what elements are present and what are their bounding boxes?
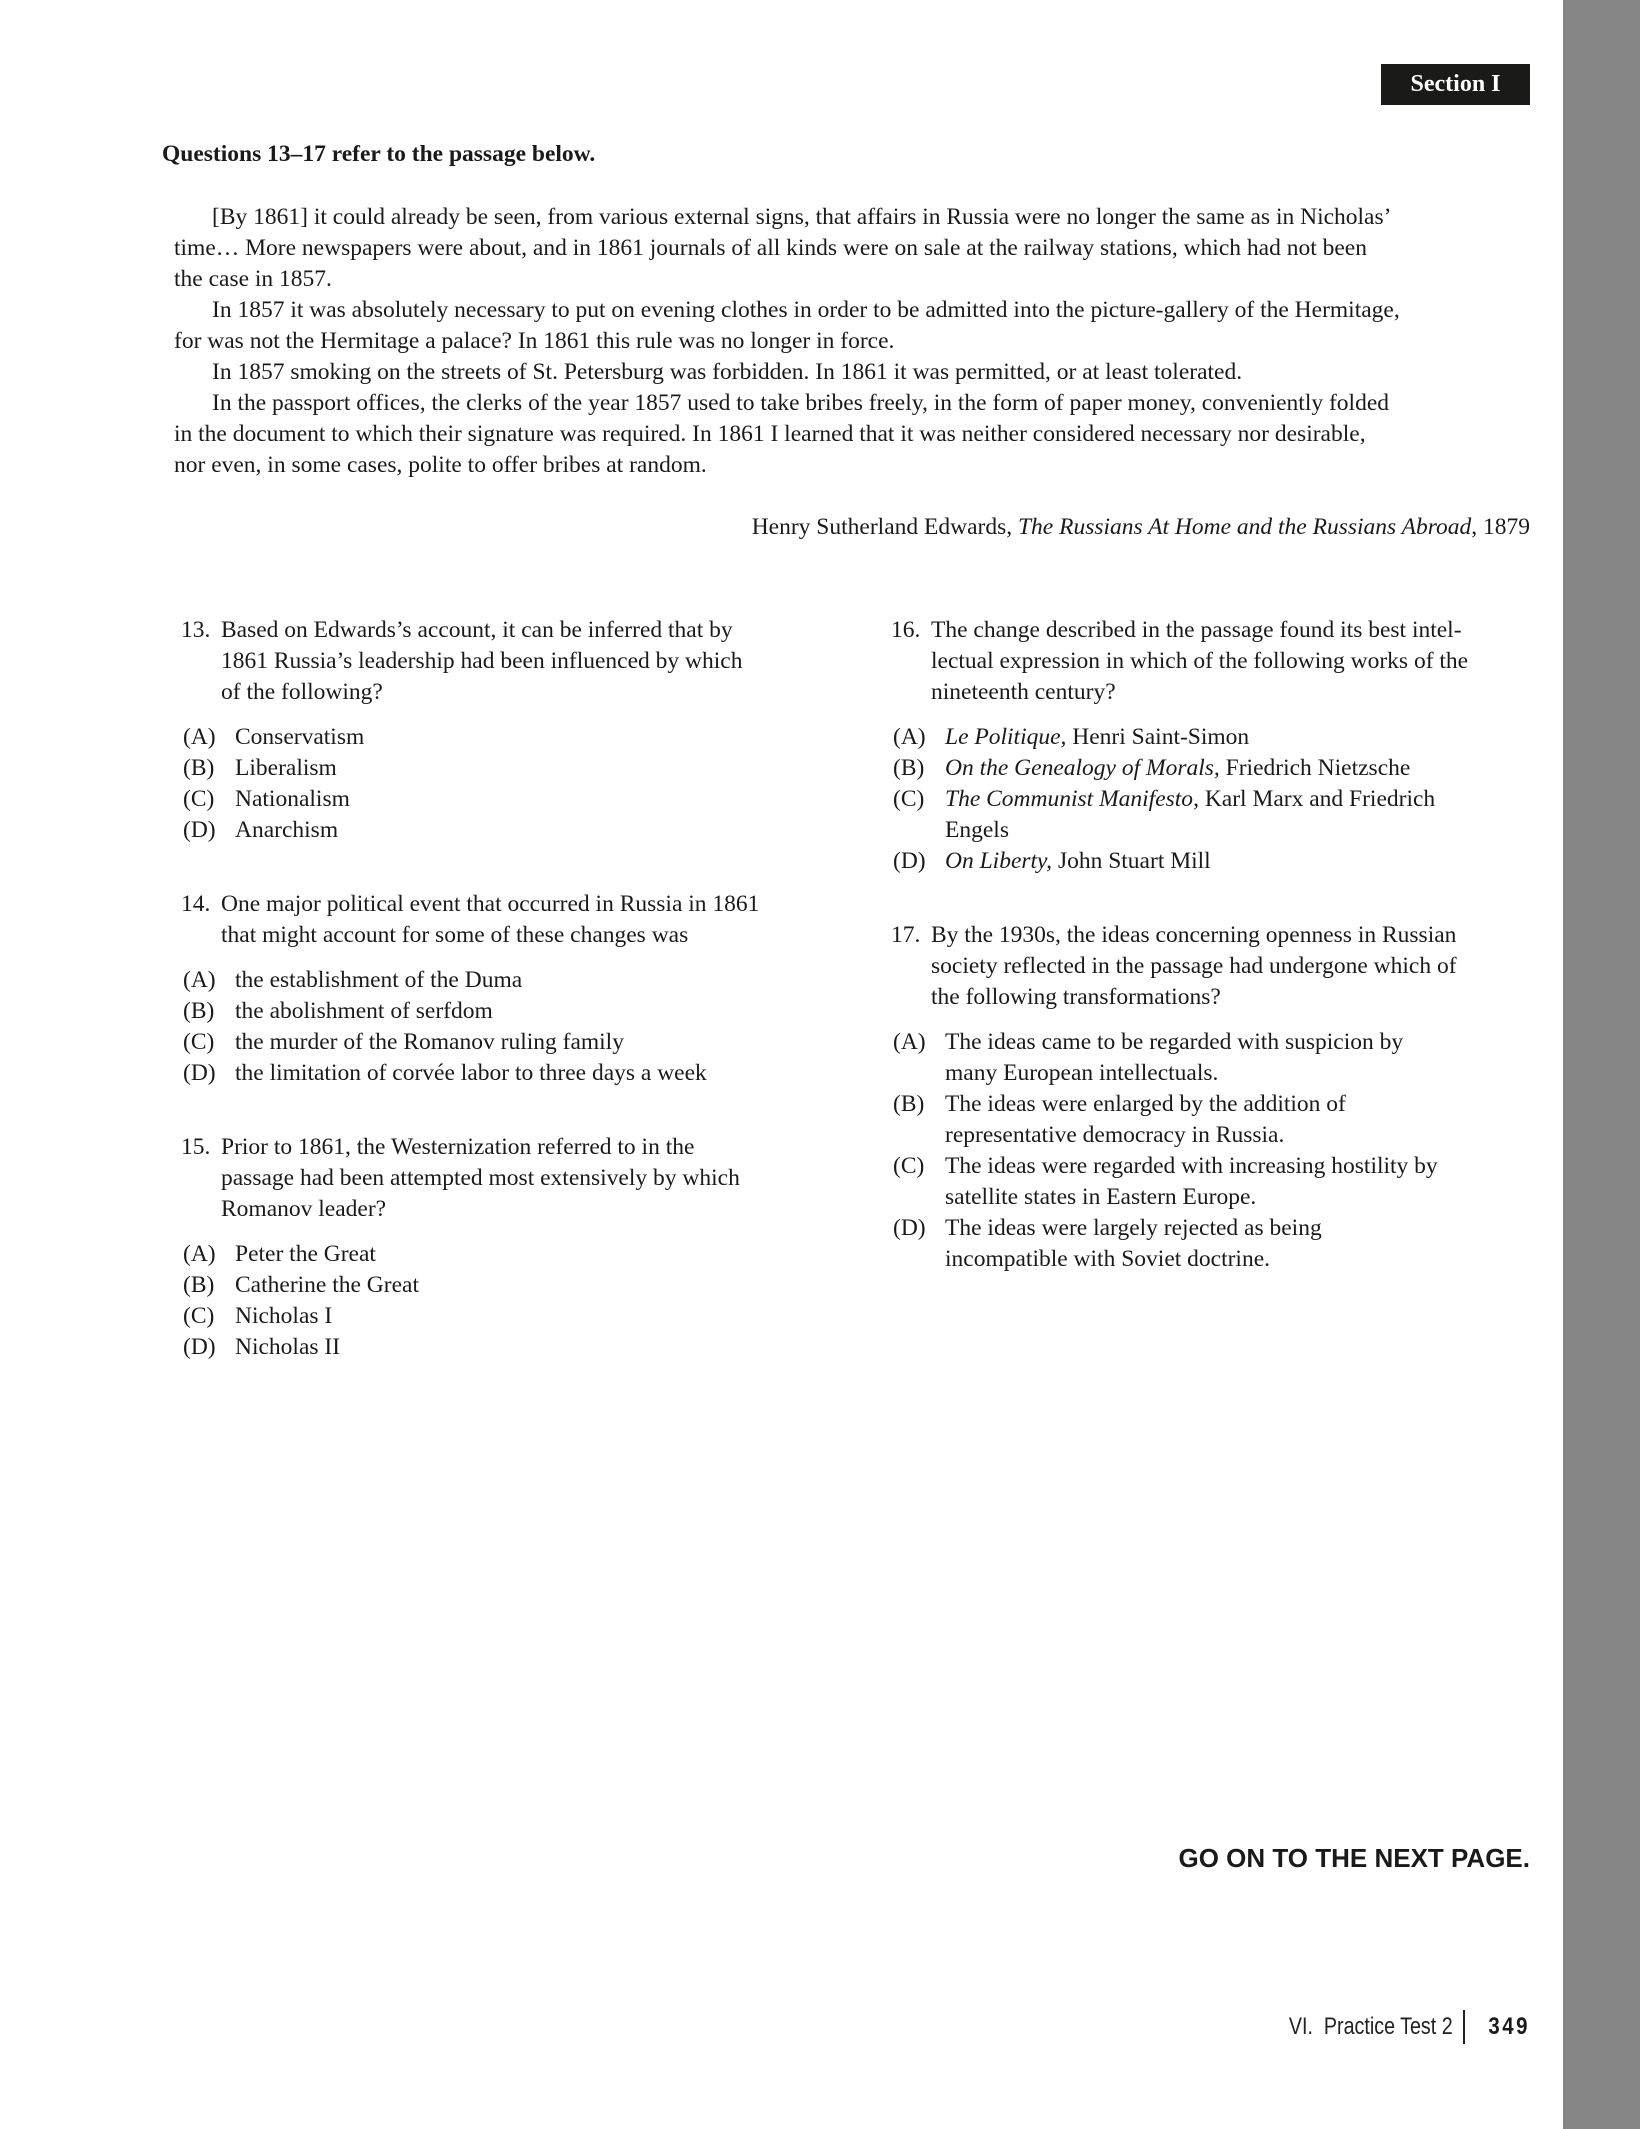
answer-choice[interactable]: [181, 1301, 740, 1332]
choice-text: Nicholas I: [235, 1303, 333, 1329]
passage-line: In 1857 smoking on the streets of St. Petersburg was forbidden. In 1861 it was permitted, or at least tolerated.: [212, 359, 1243, 385]
choice-label: (C): [893, 1153, 925, 1179]
answer-choice[interactable]: [891, 1213, 1457, 1275]
passage-line: nor even, in some cases, polite to offer bribes at random.: [174, 452, 707, 478]
question-stem-text: nineteenth century?: [931, 679, 1116, 705]
page-number: 349: [1488, 2013, 1530, 2040]
choice-text: The ideas were largely rejected as being: [945, 1215, 1322, 1241]
answer-choices: [181, 722, 742, 846]
work-title: On Liberty,: [945, 848, 1053, 874]
passage-heading: Questions 13–17 refer to the passage below.: [162, 141, 596, 167]
choice-text: Nicholas II: [235, 1334, 341, 1360]
choice-label: (B): [183, 1272, 215, 1298]
question-number: 14.: [181, 891, 211, 917]
footer-title: VI. Practice Test 2: [1289, 2013, 1453, 2040]
choice-text: the murder of the Romanov ruling family: [235, 1029, 624, 1055]
answer-choice[interactable]: [891, 1151, 1457, 1213]
choice-text: [945, 722, 1468, 753]
question-number: 17.: [891, 922, 921, 948]
question-stem-text: Based on Edwards’s account, it can be inferred that by: [221, 617, 733, 643]
choice-label: (B): [183, 755, 215, 781]
question-stem-text: society reflected in the passage had undergone which of: [931, 953, 1457, 979]
question-17: [891, 920, 1457, 1275]
page-footer: [1253, 2010, 1530, 2044]
question-stem-line: [181, 646, 742, 677]
passage-citation: [752, 512, 1530, 543]
answer-choice[interactable]: [891, 784, 1468, 846]
question-stem-line: [891, 677, 1468, 708]
choice-text: incompatible with Soviet doctrine.: [945, 1246, 1271, 1272]
question-15: [181, 1132, 740, 1363]
question-stem-text: The change described in the passage found its best intel-: [931, 617, 1462, 643]
answer-choice[interactable]: [891, 1027, 1457, 1089]
choice-text: satellite states in Eastern Europe.: [945, 1184, 1257, 1210]
question-stem-line: [891, 646, 1468, 677]
answer-choice[interactable]: [891, 753, 1468, 784]
work-author: Henri Saint-Simon: [1066, 724, 1250, 750]
citation-author: Henry Sutherland Edwards,: [751, 514, 1018, 540]
choice-label: (C): [183, 786, 215, 812]
question-stem-line: [891, 615, 1468, 646]
answer-choice[interactable]: [181, 1027, 759, 1058]
answer-choice[interactable]: [181, 996, 759, 1027]
choice-text: [945, 753, 1468, 784]
section-badge: Section I: [1381, 64, 1530, 105]
go-on-notice: GO ON TO THE NEXT PAGE.: [1178, 1843, 1530, 1873]
question-stem-line: [181, 1163, 740, 1194]
citation-year: , 1879: [1471, 514, 1530, 540]
answer-choice[interactable]: [181, 1332, 740, 1363]
choice-label: (B): [183, 998, 215, 1024]
passage-line: In the passport offices, the clerks of the year 1857 used to take bribes freely, in the form of paper money, conveniently folded: [212, 390, 1390, 416]
choice-text: representative democracy in Russia.: [945, 1122, 1285, 1148]
choice-text: Nationalism: [235, 786, 350, 812]
choice-label: (D): [893, 848, 926, 874]
answer-choice[interactable]: [181, 1239, 740, 1270]
question-number: 16.: [891, 617, 921, 643]
work-title: On the Genealogy of Morals,: [945, 755, 1220, 781]
choice-text: the abolishment of serfdom: [235, 998, 493, 1024]
answer-choice[interactable]: [181, 784, 742, 815]
choice-text: the establishment of the Duma: [235, 967, 523, 993]
choice-text: Engels: [945, 817, 1009, 843]
question-stem-line: [181, 889, 759, 920]
question-number: 13.: [181, 617, 211, 643]
question-stem-line: [891, 951, 1457, 982]
question-stem-line: [181, 920, 759, 951]
question-stem-line: [181, 1194, 740, 1225]
answer-choice[interactable]: [891, 722, 1468, 753]
choice-text: Liberalism: [235, 755, 337, 781]
choice-text: [945, 846, 1468, 877]
choice-label: (C): [893, 786, 925, 812]
choice-label: (C): [183, 1029, 215, 1055]
work-author: Friedrich Nietzsche: [1219, 755, 1411, 781]
answer-choice[interactable]: [891, 846, 1468, 877]
question-stem-text: 1861 Russia’s leadership had been influenced by which: [221, 648, 743, 674]
question-13: [181, 615, 742, 846]
answer-choices: [891, 1027, 1457, 1275]
choice-text: Peter the Great: [235, 1241, 376, 1267]
choice-text: Anarchism: [235, 817, 339, 843]
passage-line: In 1857 it was absolutely necessary to put on evening clothes in order to be admitted into the picture-gallery of the Hermitage,: [212, 297, 1400, 323]
question-stem-text: Romanov leader?: [221, 1196, 387, 1222]
question-14: [181, 889, 759, 1089]
choice-label: (A): [893, 1029, 926, 1055]
question-stem-line: [891, 920, 1457, 951]
choice-text: many European intellectuals.: [945, 1060, 1219, 1086]
question-stem-text: the following transformations?: [931, 984, 1221, 1010]
passage-line: in the document to which their signature was required. In 1861 I learned that it was neither considered necessary nor desirable,: [174, 421, 1366, 447]
choice-text: the limitation of corvée labor to three days a week: [235, 1060, 707, 1086]
choice-label: (B): [893, 755, 925, 781]
passage-line: the case in 1857.: [174, 266, 332, 292]
work-author: John Stuart Mill: [1052, 848, 1211, 874]
passage-line: [By 1861] it could already be seen, from various external signs, that affairs in Russia were no longer the same as in Nicholas’: [212, 204, 1392, 230]
question-stem-text: that might account for some of these changes was: [221, 922, 689, 948]
answer-choice[interactable]: [181, 722, 742, 753]
question-16: [891, 615, 1468, 877]
answer-choices: [181, 965, 759, 1089]
choice-label: (A): [183, 1241, 216, 1267]
question-stem-line: [181, 1132, 740, 1163]
choice-label: (A): [183, 724, 216, 750]
work-title: The Communist Manifesto: [945, 786, 1194, 812]
choice-label: (D): [183, 1334, 216, 1360]
choice-text: Conservatism: [235, 724, 365, 750]
answer-choices: [891, 722, 1468, 877]
choice-text: The ideas were regarded with increasing hostility by: [945, 1153, 1438, 1179]
footer-divider: [1463, 2010, 1465, 2044]
passage-line: time… More newspapers were about, and in 1861 journals of all kinds were on sale at the railway stations, which had not been: [174, 235, 1367, 261]
work-author: , Karl Marx and Friedrich: [1193, 786, 1436, 812]
question-stem-text: lectual expression in which of the following works of the: [931, 648, 1469, 674]
passage-line: for was not the Hermitage a palace? In 1861 this rule was no longer in force.: [174, 328, 895, 354]
choice-label: (A): [893, 724, 926, 750]
choice-label: (A): [183, 967, 216, 993]
question-stem-text: One major political event that occurred in Russia in 1861: [221, 891, 760, 917]
answer-choice[interactable]: [181, 965, 759, 996]
answer-choice[interactable]: [181, 1058, 759, 1089]
question-stem-line: [181, 677, 742, 708]
choice-text: Catherine the Great: [235, 1272, 419, 1298]
citation-title: The Russians At Home and the Russians Abroad: [1017, 514, 1472, 540]
choice-label: (D): [893, 1215, 926, 1241]
choice-text: The ideas came to be regarded with suspicion by: [945, 1029, 1404, 1055]
page-edge-tab: [1563, 0, 1640, 2129]
choice-label: (D): [183, 1060, 216, 1086]
answer-choice[interactable]: [181, 753, 742, 784]
question-stem-text: passage had been attempted most extensively by which: [221, 1165, 740, 1191]
question-number: 15.: [181, 1134, 211, 1160]
question-stem-text: of the following?: [221, 679, 383, 705]
choice-label: (B): [893, 1091, 925, 1117]
choice-text: [945, 784, 1468, 815]
question-stem-text: Prior to 1861, the Westernization referred to in the: [221, 1134, 695, 1160]
work-title: Le Politique,: [945, 724, 1067, 750]
choice-label: (C): [183, 1303, 215, 1329]
question-stem-text: By the 1930s, the ideas concerning openness in Russian: [931, 922, 1457, 948]
passage: [174, 202, 1534, 481]
answer-choice[interactable]: [891, 1089, 1457, 1151]
choice-label: (D): [183, 817, 216, 843]
choice-text: The ideas were enlarged by the addition of: [945, 1091, 1346, 1117]
answer-choice[interactable]: [181, 815, 742, 846]
question-stem-line: [891, 982, 1457, 1013]
answer-choices: [181, 1239, 740, 1363]
answer-choice[interactable]: [181, 1270, 740, 1301]
question-stem-line: [181, 615, 742, 646]
